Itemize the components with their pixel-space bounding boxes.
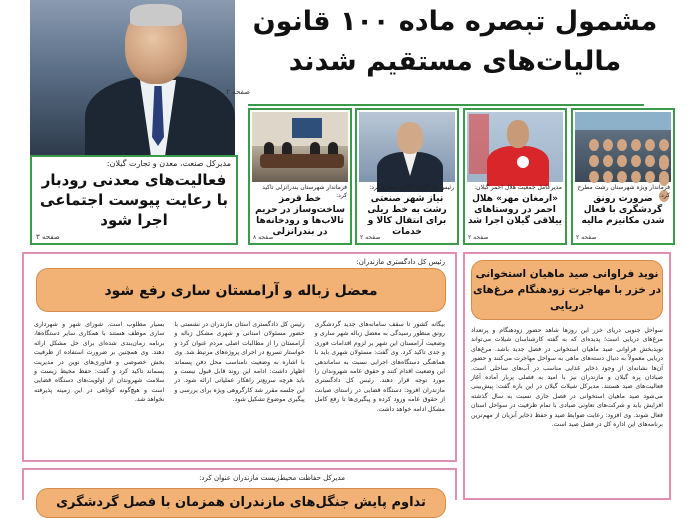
headline-line-2: مالیات‌های مستقیم شدند xyxy=(288,46,622,77)
article-column: رئیس کل دادگستری استان مازندران در نشستی با حضور مسئولان استانی و شهری مشکل زباله و آرامستان را از مطالبات اصلی مردم عنوان کرد و خواستار تسریع در اجرای پروژه‌های مرتبط شد. وی با اشاره به وضعیت نامناسب محل دفن پسماند اظهار داشت: ادامه این روند قابل قبول نیست و باید هرچه سریع‌تر راهکار عملیاتی ارائه شود. در این جلسه مقرر شد کارگروهی ویژه برای بررسی و پیگیری موضوع تشکیل شود. xyxy=(174,321,305,404)
photo-story-page-ref: صفحه ۸ xyxy=(253,234,274,241)
portrait-hair xyxy=(130,4,182,26)
headline-divider xyxy=(248,104,644,106)
article-caspian-fish[interactable] xyxy=(463,252,671,500)
left-story-kicker: مدیرکل صنعت، معدن و تجارت گیلان: xyxy=(106,159,231,168)
article-kicker: رئیس کل دادگستری مازندران: xyxy=(356,258,445,266)
left-story-page-ref: صفحه ۳ xyxy=(36,233,60,241)
photo-story-page-ref: صفحه ۲ xyxy=(468,234,489,241)
photo-story-page-ref: صفحه ۲ xyxy=(360,234,381,241)
article-body: سواحل جنوبی دریای خزر این روزها شاهد حضور زودهنگام و پرتعداد مرغ‌های دریایی است؛ پدیده‌ای که به گفته کارشناسان شیلات می‌تواند نویدبخش فراوانی صید ماهیان استخوانی در فصل جدید باشد. مرغ‌های دریایی معمولاً به دنبال دسته‌های ماهی به سواحل مهاجرت می‌کنند و حضور آن‌ها نشانه‌ای از وجود ذخایر غذایی مناسب در آب‌های ساحلی است. صیادان پره گیلان و مازندران نیز با امید به فصلی پربار آماده آغاز فعالیت‌های صید هستند. مدیرکل شیلات گیلان در این باره گفت: پیش‌بینی می‌شود صید ماهیان استخوانی در فصل جاری نسبت به سال گذشته افزایش یابد و شرکت‌های تعاونی صیادی با تمام ظرفیت در سواحل استان فعال شوند. وی افزود: رعایت ضوابط صید و حفظ ذخایر آبزیان از مهم‌ترین برنامه‌های این اداره کل در فصل صید است. xyxy=(471,327,663,429)
photo-story-kicker: فرماندار ویژه شهرستان رشت مطرح کرد: xyxy=(577,184,670,199)
customs-chief-photo xyxy=(359,112,455,182)
photo-story-title: «ارمغان مهر» هلال احمر در روستاهای ییلاقی گیلان اجرا شد xyxy=(467,194,562,226)
photo-story-kicker: فرماندار شهرستان بندرانزلی تاکید کرد: xyxy=(262,184,347,199)
article-title: معضل زباله و آرامستان ساری رفع شود xyxy=(36,268,446,312)
left-story-box[interactable] xyxy=(30,155,238,245)
meeting-photo xyxy=(252,112,348,182)
article-column: بیگانه کشور تا سقف سامانه‌های جدید گردشگری رونق منظور رسیدگی به معضل زباله شهر ساری و وضعیت آرامستان این شهر بر لزوم اقدامات فوری و جدی تاکید کرد. وی گفت: مسئولان شهری باید با هماهنگی دستگاه‌های اجرایی نسبت به ساماندهی این وضعیت اقدام کنند و حقوق عامه شهروندان را مورد توجه قرار دهند. رئیس کل دادگستری مازندران افزود: دستگاه قضایی در راستای صیانت از حقوق عامه ورود کرده و پیگیری‌ها تا رفع کامل مشکل ادامه خواهد داشت. xyxy=(314,321,445,413)
official-portrait-photo xyxy=(30,0,235,155)
teaser-forest[interactable] xyxy=(22,468,457,510)
article-column: بسیار مطلوب است. شورای شهر و شهرداری ساری موظف هستند با همکاری سایر دستگاه‌ها، برنامه زمان‌بندی شده‌ای برای حل مشکل ارائه دهند. وی همچنین بر ضرورت استفاده از ظرفیت بخش خصوصی و فناوری‌های نوین در مدیریت پسماند تاکید کرد و گفت: حفظ محیط زیست و سلامت شهروندان از اولویت‌های دستگاه قضایی است و هیچ‌گونه کوتاهی در این زمینه پذیرفته نخواهد شد. xyxy=(34,321,165,404)
left-story-title: فعالیت‌های معدنی رودبار با رعایت پیوست اجتماعی اجرا شود xyxy=(40,171,228,229)
teaser-title: تداوم پایش جنگل‌های مازندران همزمان با فصل گردشگری xyxy=(36,488,446,518)
article-waste-sari[interactable] xyxy=(22,252,457,462)
red-crescent-photo xyxy=(467,112,563,182)
photo-story-tourism[interactable] xyxy=(571,108,675,245)
article-title: نوید فراوانی صید ماهیان استخوانی در خزر با مهاجرت زودهنگام مرغ‌های دریایی xyxy=(471,260,663,320)
headline-page-ref: صفحه ۲ xyxy=(226,88,250,96)
photo-story-anzali[interactable] xyxy=(248,108,352,245)
audience-photo xyxy=(575,112,671,182)
main-headline[interactable] xyxy=(245,2,665,82)
photo-story-red-crescent[interactable] xyxy=(463,108,567,245)
photo-story-title: خط قرمز ساخت‌وساز در حریم تالاب‌ها و رودخانه‌ها در بندرانزلی xyxy=(255,194,345,237)
teaser-kicker: مدیرکل حفاظت محیط‌زیست مازندران عنوان کرد: xyxy=(199,474,345,482)
photo-story-title: ضرورت رونق گردشگری با فعال شدن مکانیزم مالیه xyxy=(581,194,665,226)
photo-story-page-ref: صفحه ۲ xyxy=(576,234,597,241)
headline-line-1: مشمول تبصره ماده ۱۰۰ قانون xyxy=(252,6,658,37)
photo-story-kicker: رئیس کل گمرک گیلان مطرح کرد: xyxy=(369,184,454,191)
photo-story-kicker: مدیرعامل جمعیت هلال احمر گیلان: xyxy=(474,184,562,191)
photo-story-customs[interactable] xyxy=(355,108,459,245)
photo-story-title: نیاز شهر صنعتی رشت به خط ریلی برای انتقال کالا و خدمات xyxy=(367,194,447,237)
article-columns xyxy=(34,320,445,456)
